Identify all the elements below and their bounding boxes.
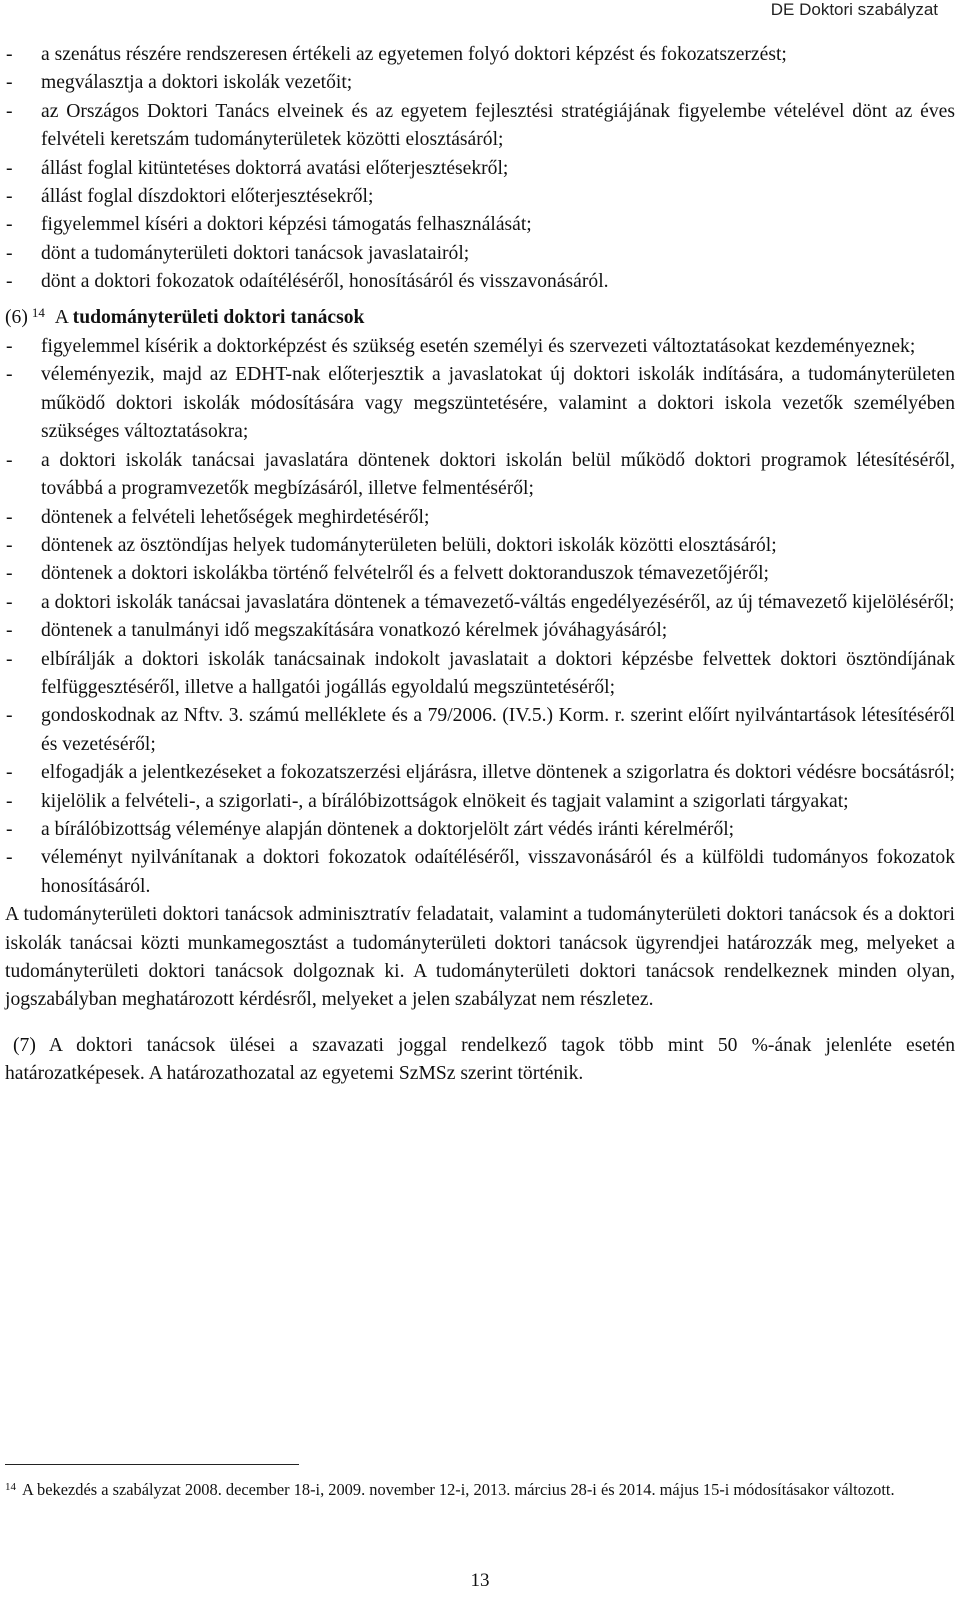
- list-item: - az Országos Doktori Tanács elveinek és az egyetem fejlesztési stratégiájának figyelembe vételével dönt az éves felvételi keretszám tudományterületek közötti elosztásáról;: [5, 98, 955, 155]
- footnote-reference[interactable]: 14: [31, 304, 45, 320]
- list-item: - a szenátus részére rendszeresen értékeli az egyetemen folyó doktori képzést és fokozatszerzést;: [5, 41, 955, 69]
- list-item: - kijelölik a felvételi-, a szigorlati-, a bírálóbizottságok elnökeit és tagjait valamint a szigorlati tárgyakat;: [5, 788, 955, 816]
- list-item: - gondoskodnak az Nftv. 3. számú melléklete és a 79/2006. (IV.5.) Korm. r. szerint előírt nyilvántartások létesítéséről és vezetéséről;: [5, 702, 955, 759]
- paragraph-7: (7) A doktori tanácsok ülései a szavazati joggal rendelkező tagok több mint 50 %-ának jelenléte esetén határozatképesek. A határozathozatal az egyetemi SzMSz szerint történik.: [5, 1034, 955, 1085]
- paragraph-number: (6): [5, 306, 28, 328]
- running-header: DE Doktori szabályzat: [770, 0, 938, 19]
- list-item: - véleményt nyilvánítanak a doktori fokozatok odaítéléséről, visszavonásáról és a külföldi tudományos fokozatok honosításáról.: [5, 844, 955, 901]
- page-body: [5, 41, 955, 1089]
- senate-duties-list: [5, 41, 955, 297]
- footnote: [5, 1478, 950, 1504]
- list-item: - a doktori iskolák tanácsai javaslatára döntenek a témavezető-váltás engedélyezéséről, az új témavezető kijelöléséről;: [5, 589, 955, 617]
- paragraph-prefix: A: [54, 306, 68, 328]
- list-item: - figyelemmel kísérik a doktorképzést és szükség esetén személyi és szervezeti változtatásokat kezdeményeznek;: [5, 333, 955, 361]
- paragraph-subject: tudományterületi doktori tanácsok: [72, 306, 365, 328]
- list-item: - döntenek a tanulmányi idő megszakítására vonatkozó kérelmek jóváhagyásáról;: [5, 617, 955, 645]
- footnote-text: A bekezdés a szabályzat 2008. december 18-i, 2009. november 12-i, 2013. március 28-i és 2014. május 15-i módosításakor változott.: [22, 1480, 895, 1499]
- list-item: - döntenek a felvételi lehetőségek meghirdetéséről;: [5, 504, 955, 532]
- list-item: - dönt a tudományterületi doktori tanácsok javaslatairól;: [5, 240, 955, 268]
- list-item: - megválasztja a doktori iskolák vezetőit;: [5, 69, 955, 97]
- list-item: - a bírálóbizottság véleménye alapján döntenek a doktorjelölt zárt védés iránti kérelméről;: [5, 816, 955, 844]
- list-item: - állást foglal kitüntetéses doktorrá avatási előterjesztésekről;: [5, 155, 955, 183]
- list-item: - a doktori iskolák tanácsai javaslatára döntenek doktori iskolán belül működő doktori programok létesítéséről, továbbá a programvezetők megbízásáról, illetve felmentéséről;: [5, 447, 955, 504]
- list-item: - dönt a doktori fokozatok odaítéléséről, honosításáról és visszavonásáról.: [5, 268, 955, 296]
- list-item: - döntenek a doktori iskolákba történő felvételről és a felvett doktoranduszok témavezetőjéről;: [5, 560, 955, 588]
- list-item: - döntenek az ösztöndíjas helyek tudományterületen belüli, doktori iskolák közötti elosztásáról;: [5, 532, 955, 560]
- list-item: - állást foglal díszdoktori előterjesztésekről;: [5, 183, 955, 211]
- footnote-number: 14: [5, 1481, 16, 1493]
- list-item: - elbírálják a doktori iskolák tanácsainak indokolt javaslatait a doktori képzésbe felvettek doktori ösztöndíjának felfüggesztéséről, illetve a hallgatói jogállás egyoldalú megszüntetéséről;: [5, 646, 955, 703]
- paragraph-6-heading: [5, 304, 955, 333]
- list-item: - véleményezik, majd az EDHT-nak előterjesztik a javaslatokat új doktori iskolák indítására, a tudományterületen működő doktori iskolák módosítására vagy megszüntetésére, valamint a doktori iskola vezetők személyében szükséges változtatásokra;: [5, 361, 955, 446]
- council-duties-list: [5, 333, 955, 901]
- closing-paragraph: A tudományterületi doktori tanácsok adminisztratív feladatait, valamint a tudományterületi doktori tanácsok és a doktori iskolák tanácsai közti munkamegosztást a tudományterületi doktori tanácsok ügyrendjei határozzák meg, melyeket a tudományterületi doktori tanácsok dolgoznak ki. A tudományterületi doktori tanácsok rendelkeznek minden olyan, jogszabályban meghatározott kérdésről, melyeket a jelen szabályzat nem részletez.: [5, 904, 955, 1011]
- list-item: - figyelemmel kíséri a doktori képzési támogatás felhasználását;: [5, 211, 955, 239]
- list-item: - elfogadják a jelentkezéseket a fokozatszerzési eljárásra, illetve döntenek a szigorlatra és doktori védésre bocsátásról;: [5, 759, 955, 787]
- page-number: 13: [470, 1570, 490, 1591]
- footnote-separator: [5, 1464, 299, 1465]
